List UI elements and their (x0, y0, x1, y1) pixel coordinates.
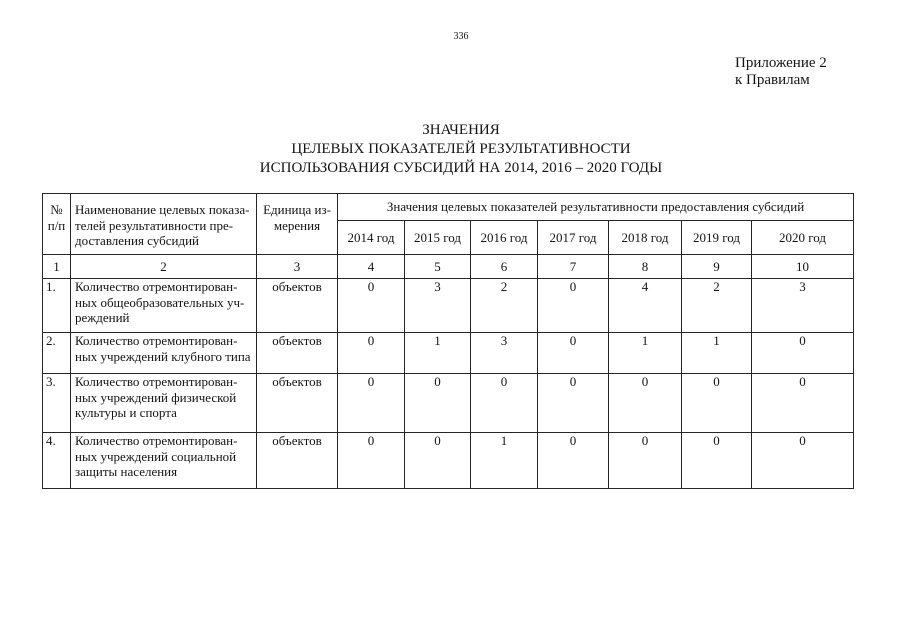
row-value: 3 (405, 279, 471, 333)
column-number: 6 (471, 255, 538, 279)
header-num: № п/п (43, 194, 71, 255)
row-value: 0 (405, 433, 471, 489)
row-value: 1 (682, 333, 752, 374)
row-value: 0 (752, 433, 854, 489)
table-row (43, 374, 854, 433)
header-year: 2020 год (752, 221, 854, 255)
row-num: 3. (43, 374, 71, 433)
row-value: 0 (609, 374, 682, 433)
appendix-line: к Правилам (735, 72, 810, 88)
appendix-line: Приложение 2 (735, 55, 827, 71)
header-unit: Единица из- мерения (257, 194, 338, 255)
row-name: Количество отремонтирован- ных учреждений клубного типа (71, 333, 257, 374)
row-value: 0 (752, 374, 854, 433)
header-year: 2016 год (471, 221, 538, 255)
title-line: ЗНАЧЕНИЯ (422, 122, 500, 138)
row-value: 1 (609, 333, 682, 374)
row-value: 0 (538, 279, 609, 333)
row-num: 4. (43, 433, 71, 489)
row-value: 1 (405, 333, 471, 374)
column-number: 2 (71, 255, 257, 279)
column-number: 1 (43, 255, 71, 279)
row-value: 0 (338, 333, 405, 374)
header-values-group: Значения целевых показателей результативности предоставления субсидий (338, 194, 854, 221)
column-number: 7 (538, 255, 609, 279)
header-year: 2014 год (338, 221, 405, 255)
header-row (43, 194, 854, 221)
indicators-table (42, 193, 854, 489)
row-value: 0 (538, 433, 609, 489)
header-year: 2018 год (609, 221, 682, 255)
document-title (161, 121, 761, 178)
header-year: 2019 год (682, 221, 752, 255)
row-value: 0 (338, 279, 405, 333)
row-value: 0 (682, 374, 752, 433)
column-number: 10 (752, 255, 854, 279)
row-value: 0 (405, 374, 471, 433)
column-numbers-row (43, 255, 854, 279)
row-value: 0 (682, 433, 752, 489)
row-value: 0 (538, 374, 609, 433)
row-unit: объектов (257, 279, 338, 333)
column-number: 5 (405, 255, 471, 279)
row-value: 0 (609, 433, 682, 489)
table-row (43, 333, 854, 374)
row-unit: объектов (257, 433, 338, 489)
row-value: 1 (471, 433, 538, 489)
page-number: 336 (453, 31, 469, 42)
table-row (43, 279, 854, 333)
row-value: 2 (682, 279, 752, 333)
header-year: 2017 год (538, 221, 609, 255)
appendix-label (735, 55, 827, 89)
row-value: 3 (752, 279, 854, 333)
header-name: Наименование целевых показа- телей результативности пре- доставления субсидий (71, 194, 257, 255)
row-value: 3 (471, 333, 538, 374)
row-unit: объектов (257, 374, 338, 433)
row-value: 4 (609, 279, 682, 333)
row-num: 2. (43, 333, 71, 374)
row-unit: объектов (257, 333, 338, 374)
header-year: 2015 год (405, 221, 471, 255)
row-value: 0 (752, 333, 854, 374)
row-value: 0 (338, 374, 405, 433)
column-number: 8 (609, 255, 682, 279)
row-name: Количество отремонтирован- ных общеобразовательных уч- реждений (71, 279, 257, 333)
column-number: 4 (338, 255, 405, 279)
row-name: Количество отремонтирован- ных учреждений физической культуры и спорта (71, 374, 257, 433)
row-value: 2 (471, 279, 538, 333)
row-value: 0 (338, 433, 405, 489)
row-num: 1. (43, 279, 71, 333)
title-line: ЦЕЛЕВЫХ ПОКАЗАТЕЛЕЙ РЕЗУЛЬТАТИВНОСТИ (291, 141, 631, 157)
row-value: 0 (471, 374, 538, 433)
title-line: ИСПОЛЬЗОВАНИЯ СУБСИДИЙ НА 2014, 2016 – 2020 ГОДЫ (259, 160, 663, 176)
column-number: 9 (682, 255, 752, 279)
row-name: Количество отремонтирован- ных учреждений социальной защиты населения (71, 433, 257, 489)
column-number: 3 (257, 255, 338, 279)
table-row (43, 433, 854, 489)
row-value: 0 (538, 333, 609, 374)
